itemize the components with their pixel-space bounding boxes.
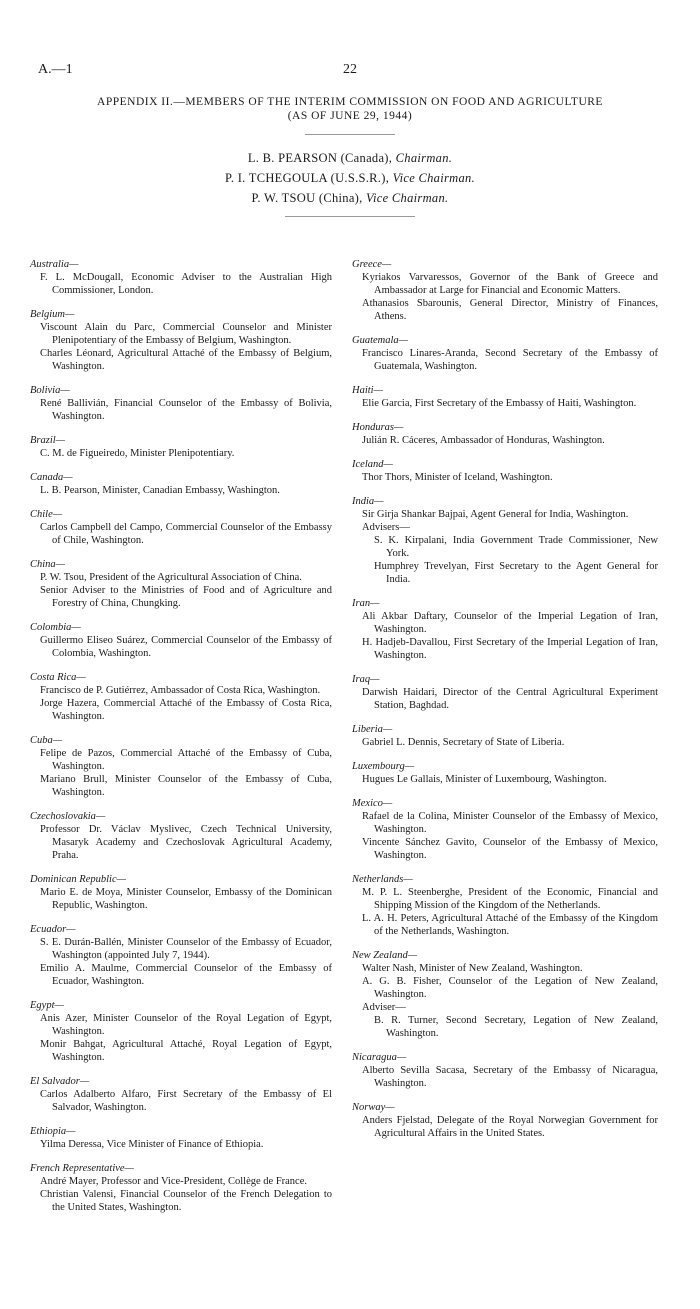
officer-vice-chairman [0, 188, 700, 208]
member-line: Charles Léonard, Agricultural Attaché of the Embassy of Belgium, Washington. [40, 348, 332, 372]
member-line: Monir Bahgat, Agricultural Attaché, Royal Legation of Egypt, Washington. [40, 1039, 332, 1063]
member-line: Ali Akbar Daftary, Counselor of the Imperial Legation of Iran, Washington. [362, 611, 658, 635]
member-line: Gabriel L. Dennis, Secretary of State of Liberia. [362, 737, 565, 748]
member-line: Francisco Linares-Aranda, Second Secretary of the Embassy of Guatemala, Washington. [362, 348, 658, 372]
member-line: M. P. L. Steenberghe, President of the Economic, Financial and Shipping Mission of the Kingdom of the Netherlands. [362, 887, 658, 911]
country-name: Norway— [352, 1102, 395, 1113]
member-line: C. M. de Figueiredo, Minister Plenipotentiary. [40, 448, 235, 459]
member-line: L. A. H. Peters, Agricultural Attaché of the Embassy of the Kingdom of the Netherlands, Washington. [362, 913, 658, 937]
country-entry [30, 471, 332, 497]
country-entry [352, 673, 658, 712]
country-name: El Salvador— [30, 1076, 90, 1087]
member-line: Carlos Campbell del Campo, Commercial Counselor of the Embassy of Chile, Washington. [40, 522, 332, 546]
country-name: Greece— [352, 259, 392, 270]
member-line: Senior Adviser to the Ministries of Food and of Agriculture and Forestry of China, Chungking. [40, 585, 332, 609]
adviser-line: Humphrey Trevelyan, First Secretary to the Agent General for India. [374, 561, 658, 585]
member-line: Viscount Alain du Parc, Commercial Counselor and Minister Plenipotentiary of the Embassy of Belgium, Washington. [40, 322, 332, 346]
officer-name: L. B. PEARSON (Canada), [247, 151, 393, 165]
country-entry [352, 1051, 658, 1090]
country-name: Cuba— [30, 735, 63, 746]
member-line: Hugues Le Gallais, Minister of Luxembourg, Washington. [362, 774, 607, 785]
heading-title: APPENDIX II.—MEMBERS OF THE INTERIM COMMISSION ON FOOD AND AGRICULTURE [97, 96, 603, 108]
member-line: Guillermo Eliseo Suárez, Commercial Counselor of the Embassy of Colombia, Washington. [40, 635, 332, 659]
member-line: Emilio A. Maulme, Commercial Counselor of the Embassy of Ecuador, Washington. [40, 963, 332, 987]
country-entry [30, 873, 332, 912]
right-column [352, 258, 658, 1151]
member-line: L. B. Pearson, Minister, Canadian Embassy, Washington. [40, 485, 280, 496]
member-line: Professor Dr. Václav Myslivec, Czech Technical University, Masaryk Academy and Czechoslovak Agricultural Academy, Praha. [40, 824, 332, 861]
country-entry [30, 621, 332, 660]
member-line: Julián R. Cáceres, Ambassador of Honduras, Washington. [362, 435, 605, 446]
member-line: Anders Fjelstad, Delegate of the Royal Norwegian Government for Agricultural Affairs in the United States. [362, 1115, 658, 1139]
country-entry [30, 923, 332, 988]
country-name: French Representative— [30, 1163, 134, 1174]
country-entry [352, 873, 658, 938]
officers-list [0, 148, 700, 208]
country-name: Czechoslovakia— [30, 811, 106, 822]
member-line: Mario E. de Moya, Minister Counselor, Embassy of the Dominican Republic, Washington. [40, 887, 332, 911]
country-entry [30, 1125, 332, 1151]
officer-name: P. W. TSOU (China), [251, 191, 363, 205]
member-line: Athanasios Sbarounis, General Director, Ministry of Finances, Athens. [362, 298, 658, 322]
country-entry [30, 434, 332, 460]
member-line: Felipe de Pazos, Commercial Attaché of the Embassy of Cuba, Washington. [40, 748, 332, 772]
member-line: Jorge Hazera, Commercial Attaché of the Embassy of Costa Rica, Washington. [40, 698, 332, 722]
member-line: Alberto Sevilla Sacasa, Secretary of the Embassy of Nicaragua, Washington. [362, 1065, 658, 1089]
country-name: China— [30, 559, 66, 570]
adviser-line: B. R. Turner, Second Secretary, Legation of New Zealand, Washington. [374, 1015, 658, 1039]
member-line: A. G. B. Fisher, Counselor of the Legation of New Zealand, Washington. [362, 976, 658, 1000]
country-name: New Zealand— [352, 950, 418, 961]
member-line: Sir Girja Shankar Bajpai, Agent General for India, Washington. [362, 509, 629, 520]
adviser-line: S. K. Kirpalani, India Government Trade Commissioner, New York. [374, 535, 658, 559]
member-line: Walter Nash, Minister of New Zealand, Washington. [362, 963, 583, 974]
officer-name: P. I. TCHEGOULA (U.S.S.R.), [224, 171, 390, 185]
page-identifier: A.—1 [38, 62, 73, 77]
member-line: André Mayer, Professor and Vice-President, Collège de France. [40, 1176, 308, 1187]
country-entry [352, 797, 658, 862]
country-entry [30, 999, 332, 1064]
country-entry [352, 334, 658, 373]
country-name: Colombia— [30, 622, 81, 633]
country-name: Brazil— [30, 435, 66, 446]
member-line: Mariano Brull, Minister Counselor of the Embassy of Cuba, Washington. [40, 774, 332, 798]
country-name: Liberia— [352, 724, 393, 735]
country-name: Guatemala— [352, 335, 408, 346]
member-line: Anis Azer, Minister Counselor of the Royal Legation of Egypt, Washington. [40, 1013, 332, 1037]
officer-chairman [0, 148, 700, 168]
member-line: S. E. Durán-Ballén, Minister Counselor of the Embassy of Ecuador, Washington (appointed July 7, 1944). [40, 937, 332, 961]
country-entry [352, 597, 658, 662]
country-name: Iceland— [352, 459, 393, 470]
top-divider [305, 134, 395, 135]
country-name: Ecuador— [30, 924, 76, 935]
country-entry [352, 723, 658, 749]
member-line: Darwish Haidari, Director of the Central Agricultural Experiment Station, Baghdad. [362, 687, 658, 711]
country-name: Belgium— [30, 309, 75, 320]
member-line: Yilma Deressa, Vice Minister of Finance of Ethiopia. [40, 1139, 264, 1150]
member-line: Kyriakos Varvaressos, Governor of the Bank of Greece and Ambassador at Large for Financial and Economic Matters. [362, 272, 658, 296]
page-number: 22 [343, 62, 357, 77]
country-name: Mexico— [352, 798, 393, 809]
country-name: Ethiopia— [30, 1126, 76, 1137]
country-name: Chile— [30, 509, 63, 520]
country-entry [352, 258, 658, 323]
country-name: Canada— [30, 472, 73, 483]
country-name: Bolivia— [30, 385, 70, 396]
country-entry [30, 734, 332, 799]
country-entry [30, 1162, 332, 1214]
country-name: Dominican Republic— [30, 874, 126, 885]
country-entry [352, 421, 658, 447]
country-name: Australia— [30, 259, 79, 270]
member-line: Carlos Adalberto Alfaro, First Secretary of the Embassy of El Salvador, Washington. [40, 1089, 332, 1113]
member-line: Rafael de la Colina, Minister Counselor of the Embassy of Mexico, Washington. [362, 811, 658, 835]
country-entry [352, 1101, 658, 1140]
country-name: Iran— [352, 598, 380, 609]
country-entry [352, 760, 658, 786]
country-entry [30, 1075, 332, 1114]
country-entry [30, 558, 332, 610]
country-name: Costa Rica— [30, 672, 86, 683]
left-column [30, 258, 332, 1225]
member-line: Christian Valensi, Financial Counselor of the French Delegation to the United States, Washington. [40, 1189, 332, 1213]
country-entry [30, 308, 332, 373]
heading-date: (AS OF JUNE 29, 1944) [287, 110, 413, 122]
officer-role: Vice Chairman. [392, 171, 475, 185]
officer-vice-chairman [0, 168, 700, 188]
country-name: Haiti— [352, 385, 383, 396]
country-name: Nicaragua— [352, 1052, 407, 1063]
adviser-label: Adviser— [362, 1002, 406, 1013]
member-line: F. L. McDougall, Economic Adviser to the Australian High Commissioner, London. [40, 272, 332, 296]
bottom-divider [285, 216, 415, 217]
member-line: H. Hadjeb-Davallou, First Secretary of the Imperial Legation of Iran, Washington. [362, 637, 658, 661]
country-name: Iraq— [352, 674, 380, 685]
country-name: Egypt— [30, 1000, 64, 1011]
member-line: Vincente Sánchez Gavito, Counselor of the Embassy of Mexico, Washington. [362, 837, 658, 861]
country-entry [30, 508, 332, 547]
officer-role: Vice Chairman. [366, 191, 449, 205]
member-line: Elie Garcia, First Secretary of the Embassy of Haiti, Washington. [362, 398, 637, 409]
country-entry [30, 810, 332, 862]
country-entry [352, 384, 658, 410]
member-line: René Ballivián, Financial Counselor of the Embassy of Bolivia, Washington. [40, 398, 332, 422]
member-line: Francisco de P. Gutiérrez, Ambassador of Costa Rica, Washington. [40, 685, 321, 696]
country-entry [30, 384, 332, 423]
country-name: Luxembourg— [352, 761, 415, 772]
country-name: Netherlands— [352, 874, 413, 885]
member-line: P. W. Tsou, President of the Agricultural Association of China. [40, 572, 302, 583]
country-name: Honduras— [352, 422, 404, 433]
country-entry [30, 671, 332, 723]
country-entry [30, 258, 332, 297]
country-entry [352, 458, 658, 484]
country-entry [352, 495, 658, 586]
officer-role: Chairman. [395, 151, 453, 165]
country-name: India— [352, 496, 384, 507]
appendix-heading [20, 95, 680, 123]
country-entry [352, 949, 658, 1040]
adviser-label: Advisers— [362, 522, 410, 533]
member-line: Thor Thors, Minister of Iceland, Washington. [362, 472, 553, 483]
